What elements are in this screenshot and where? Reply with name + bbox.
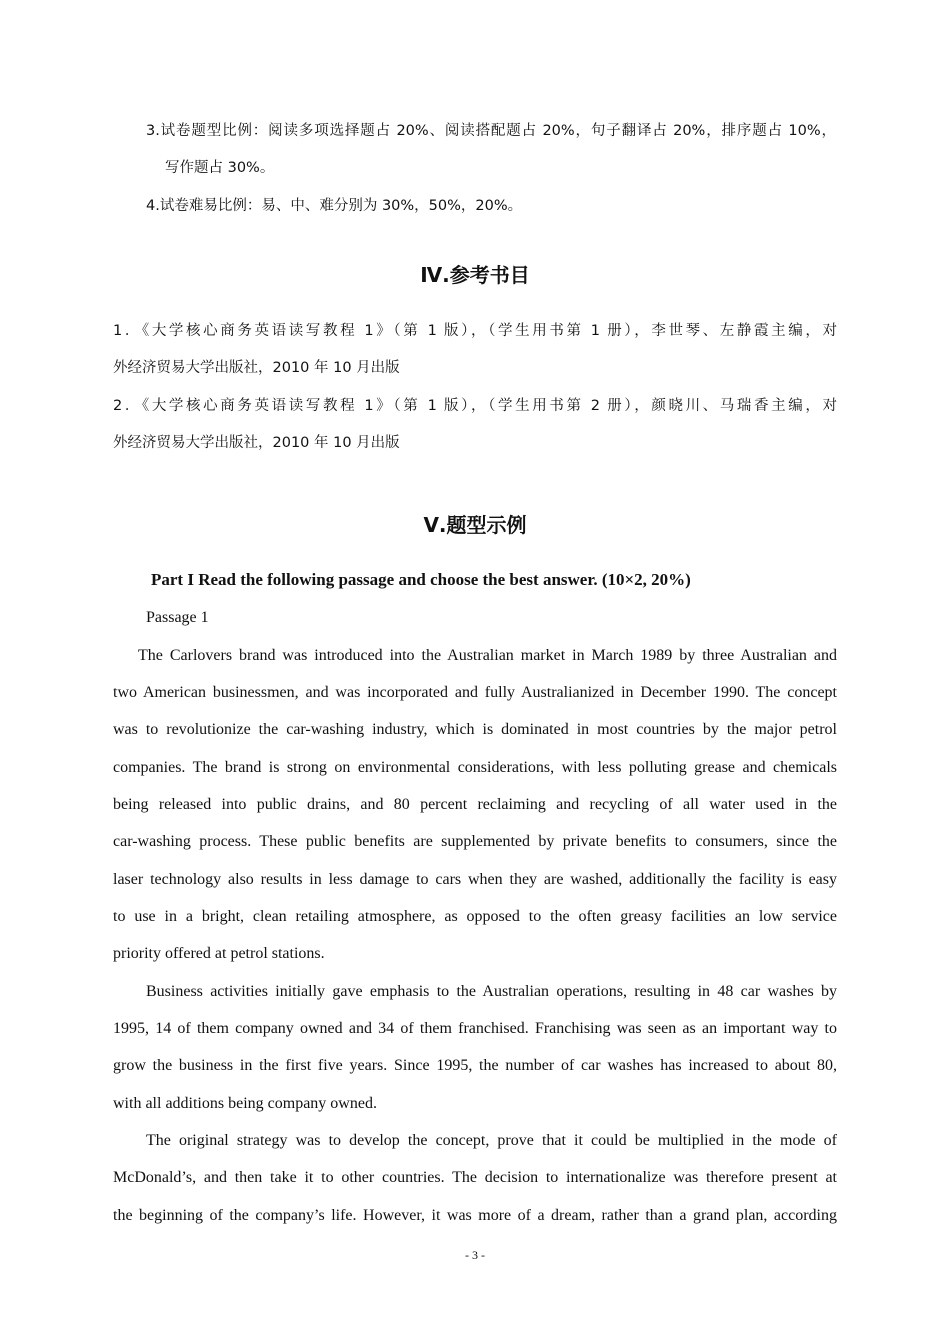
exam-format-item-3-line-2: 写作题占 30%。 <box>165 160 275 176</box>
paragraph-2-line: grow the business in the first five years. Since 1995, the number of car washes has increased to about 80, <box>113 1057 837 1074</box>
paragraph-2-line: 1995, 14 of them company owned and 34 of them franchised. Franchising was seen as an important way to <box>113 1020 837 1037</box>
part-1-title: Part I Read the following passage and choose the best answer. (10×2, 20%) <box>151 570 691 589</box>
paragraph-1-line: was to revolutionize the car-washing industry, which is dominated in most countries by the major petrol <box>113 721 837 738</box>
paragraph-2-line: with all additions being company owned. <box>113 1095 377 1112</box>
paragraph-1-line: to use in a bright, clean retailing atmosphere, as opposed to the often greasy facilities an low service <box>113 908 837 925</box>
reference-1-line-1: 1．《大学核心商务英语读写教程 1》（第 1 版），（学生用书第 1 册），李世琴、左静霞主编，对 <box>113 323 837 339</box>
reference-2-line-2: 外经济贸易大学出版社，2010 年 10 月出版 <box>113 435 400 451</box>
references-heading: Ⅳ.参考书目 <box>420 263 530 287</box>
paragraph-1-line: companies. The brand is strong on environmental considerations, with less polluting grease and chemicals <box>113 759 837 776</box>
paragraph-1-line: car-washing process. These public benefits are supplemented by private benefits to consumers, since the <box>113 833 837 850</box>
paragraph-3-line: the beginning of the company’s life. However, it was more of a dream, rather than a grand plan, according <box>113 1207 837 1224</box>
page-number: - 3 - <box>465 1248 485 1262</box>
paragraph-2-line: Business activities initially gave emphasis to the Australian operations, resulting in 48 car washes by <box>146 983 837 1000</box>
paragraph-3-line: The original strategy was to develop the concept, prove that it could be multiplied in the mode of <box>146 1132 837 1149</box>
paragraph-1-line: laser technology also results in less damage to cars when they are washed, additionally the facility is easy <box>113 871 837 888</box>
paragraph-1-line: priority offered at petrol stations. <box>113 945 325 962</box>
passage-label: Passage 1 <box>146 609 209 626</box>
paragraph-1-line: The Carlovers brand was introduced into the Australian market in March 1989 by three Australian and <box>138 647 837 664</box>
exam-format-item-3-line-1: 3.试卷题型比例：阅读多项选择题占 20%、阅读搭配题占 20%，句子翻译占 20%，排序题占 10%， <box>146 123 836 139</box>
paragraph-1-line: being released into public drains, and 80 percent reclaiming and recycling of all water used in the <box>113 796 837 813</box>
reference-2-line-1: 2．《大学核心商务英语读写教程 1》（第 1 版），（学生用书第 2 册），颜晓川、马瑞香主编，对 <box>113 398 837 414</box>
paragraph-1-line: two American businessmen, and was incorporated and fully Australianized in December 1990. The concept <box>113 684 837 701</box>
sample-questions-heading: Ⅴ.题型示例 <box>423 513 527 537</box>
reference-1-line-2: 外经济贸易大学出版社，2010 年 10 月出版 <box>113 360 400 376</box>
exam-format-item-4: 4.试卷难易比例：易、中、难分别为 30%，50%，20%。 <box>146 198 523 214</box>
paragraph-3-line: McDonald’s, and then take it to other countries. The decision to internationalize was therefore present at <box>113 1169 837 1186</box>
